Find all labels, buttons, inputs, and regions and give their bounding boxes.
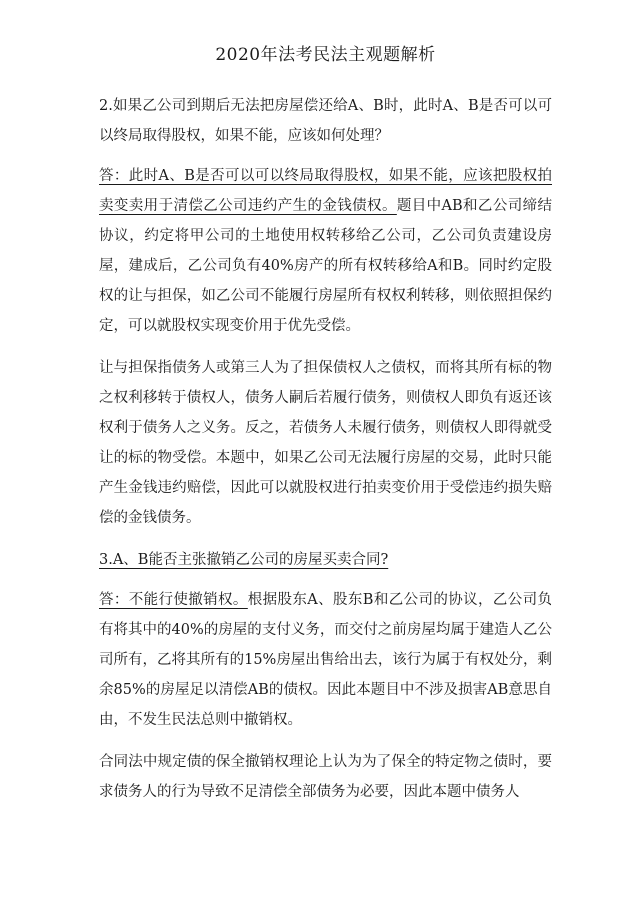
explanation-3: 合同法中规定债的保全撤销权理论上认为为了保全的特定物之债时，要求债务人的行为导致不足清偿全部债务为必要，因此本题中债务人: [99, 754, 552, 800]
answer-2: [99, 161, 552, 341]
question-2: 2.如果乙公司到期后无法把房屋偿还给A、B时，此时A、B是否可以可以终局取得股权，如果不能，应该如何处理？: [99, 98, 552, 144]
explanation-2: 让与担保指债务人或第三人为了担保债权人之债权，而将其所有标的物之权利移转于债权人，债务人嗣后若履行债务，则债权人即负有返还该权利于债务人之义务。反之，若债务人未履行债务，则债权人即得就受让的标的物受偿。本题中，如果乙公司无法履行房屋的交易，此时只能产生金钱违约赔偿，因此可以就股权进行拍卖变价用于受偿违约损失赔偿的金钱债务。: [99, 360, 552, 526]
answer-2-body: 题目中AB和乙公司缔结协议，约定将甲公司的土地使用权转移给乙公司，乙公司负责建设房屋，建成后，乙公司负有40%房产的所有权转移给A和B。同时约定股权的让与担保，如乙公司不能履行房屋所有权权利转移，则依照担保约定，可以就股权实现变价用于优先受偿。: [99, 198, 552, 334]
answer-3: [99, 585, 552, 735]
answer-3-lead: 答：不能行使撤销权。: [99, 592, 248, 608]
answer-3-body: 根据股东A、股东B和乙公司的协议，乙公司负有将其中的40%的房屋的支付义务，而交付之前房屋均属于建造人乙公司所有，乙将其所有的15%房屋出售给出去，该行为属于有权处分，剩余85%的房屋足以清偿AB的债权。因此本题目中不涉及损害AB意思自由，不发生民法总则中撤销权。: [99, 592, 552, 728]
answer-2-lead: 答：此时A、B是否可以可以终局取得股权，如果不能，应该把股权拍卖变卖用于清偿乙公司违约产生的金钱债权。: [99, 168, 552, 214]
document-title: 2020年法考民法主观题解析: [215, 45, 436, 65]
question-3: 3.A、B能否主张撤销乙公司的房屋买卖合同?: [99, 552, 389, 568]
